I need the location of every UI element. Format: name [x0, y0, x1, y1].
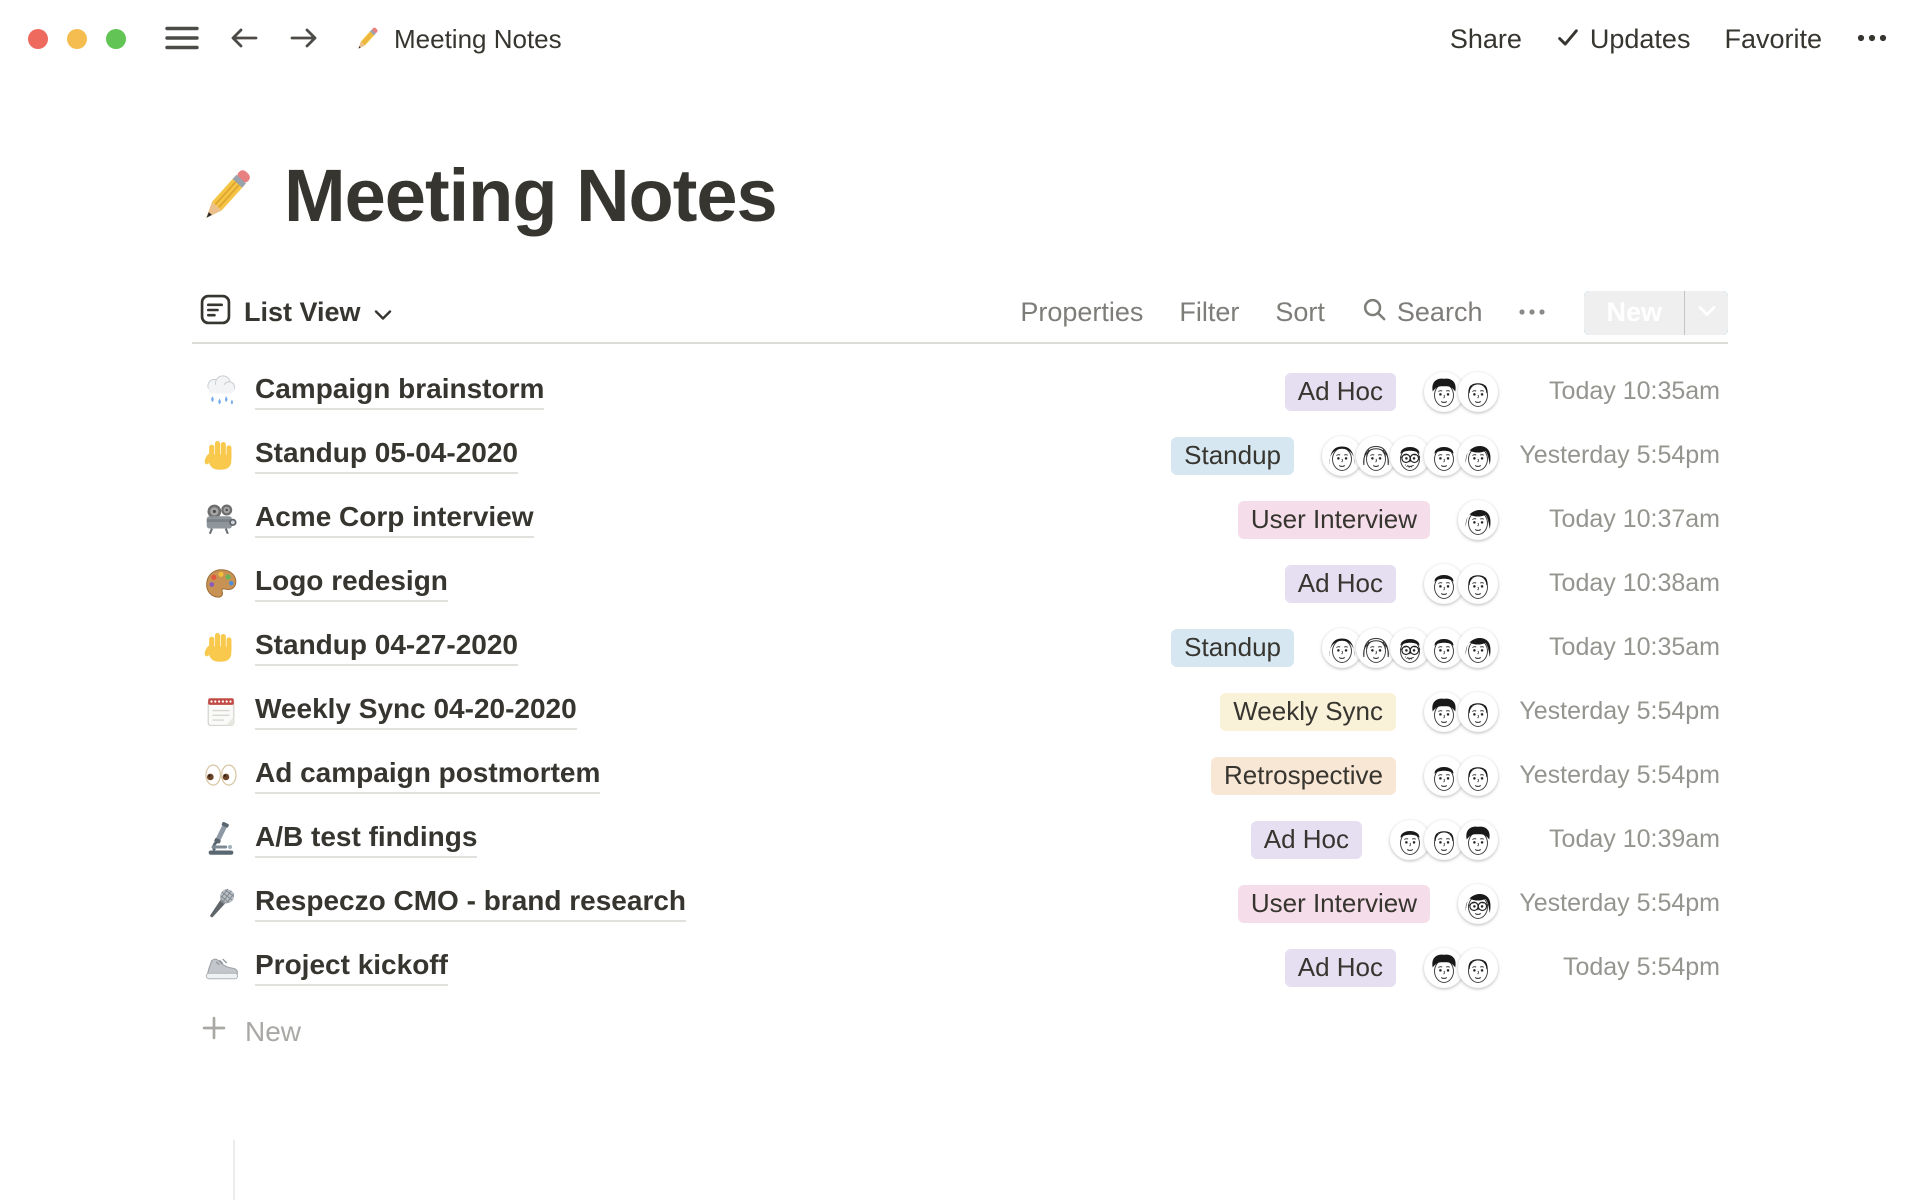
edited-time: Yesterday 5:54pm	[1519, 441, 1720, 470]
chevron-down-icon	[1698, 305, 1716, 320]
topbar-actions	[1450, 0, 1888, 78]
palette-emoji	[202, 565, 240, 603]
close-window-button[interactable]	[28, 29, 48, 49]
list-item-title[interactable]: Logo redesign	[255, 565, 448, 602]
share-label: Share	[1449, 23, 1522, 54]
updates-label: Updates	[1589, 23, 1691, 54]
favorite-button[interactable]	[1724, 24, 1822, 55]
share-button[interactable]	[1450, 24, 1522, 55]
collection-toolbar	[192, 284, 1728, 344]
toolbar-actions	[1020, 291, 1728, 335]
new-button[interactable]	[1584, 291, 1684, 335]
pencil-emoji-icon[interactable]	[192, 162, 260, 236]
arrow-right-icon	[289, 26, 319, 53]
search-label: Search	[1396, 297, 1483, 328]
list-item-title[interactable]: Acme Corp interview	[255, 501, 534, 538]
edited-time: Today 10:39am	[1549, 825, 1720, 854]
toolbar-item-sort[interactable]: Sort	[1275, 297, 1325, 328]
avatar-woman-side-part	[1458, 436, 1498, 476]
list-item[interactable]	[192, 808, 1728, 872]
list-item[interactable]	[192, 680, 1728, 744]
rain-cloud-emoji	[202, 373, 240, 411]
window-topbar	[0, 0, 1920, 78]
avatar-woman-glasses	[1458, 884, 1498, 924]
ellipsis-icon	[1856, 24, 1888, 55]
favorite-label: Favorite	[1724, 23, 1822, 54]
page-content	[0, 156, 1728, 1064]
raised-hand-emoji	[202, 629, 240, 667]
more-options-button[interactable]	[1856, 24, 1888, 55]
new-button-label: New	[1606, 297, 1662, 328]
pencil-emoji-icon	[352, 24, 382, 54]
minimize-window-button[interactable]	[67, 29, 87, 49]
attendee-avatars	[1424, 372, 1498, 412]
edited-time: Today 10:37am	[1549, 505, 1720, 534]
toolbar-item-filter[interactable]: Filter	[1179, 297, 1240, 328]
add-new-page-button[interactable]	[192, 1000, 301, 1064]
hamburger-icon	[165, 25, 199, 54]
list-item-properties	[1285, 372, 1720, 412]
edited-time: Yesterday 5:54pm	[1519, 761, 1720, 790]
type-tag: Standup	[1171, 629, 1294, 667]
page-title-block	[192, 156, 1728, 236]
list-item-properties	[1171, 436, 1720, 476]
list-item-properties	[1285, 564, 1720, 604]
new-button-group	[1584, 291, 1728, 335]
list-item[interactable]	[192, 552, 1728, 616]
type-tag: Ad Hoc	[1285, 565, 1396, 603]
avatar-man-balding	[1458, 756, 1498, 796]
list-item-properties	[1171, 628, 1720, 668]
list-item-title[interactable]: Project kickoff	[255, 949, 448, 986]
type-tag: User Interview	[1238, 501, 1430, 539]
forward-button[interactable]	[289, 26, 319, 53]
list-item-title[interactable]: Respeczo CMO - brand research	[255, 885, 686, 922]
avatar-woman-side-part	[1458, 628, 1498, 668]
view-switcher[interactable]	[192, 294, 400, 332]
avatar-woman-side-part	[1458, 500, 1498, 540]
new-dropdown-button[interactable]	[1684, 291, 1728, 335]
breadcrumb-title: Meeting Notes	[394, 23, 562, 54]
list-item[interactable]	[192, 488, 1728, 552]
attendee-avatars	[1424, 564, 1498, 604]
page-title[interactable]: Meeting Notes	[284, 154, 777, 237]
type-tag: Standup	[1171, 437, 1294, 475]
list-item-title[interactable]: A/B test findings	[255, 821, 477, 858]
list-item-title[interactable]: Campaign brainstorm	[255, 373, 544, 410]
type-tag: User Interview	[1238, 885, 1430, 923]
plus-icon	[200, 1014, 228, 1049]
meeting-notes-list	[192, 360, 1728, 1000]
edited-time: Today 10:38am	[1549, 569, 1720, 598]
list-item[interactable]	[192, 872, 1728, 936]
list-view-icon	[200, 294, 231, 332]
list-item-properties	[1285, 948, 1720, 988]
search-icon	[1361, 296, 1388, 330]
attendee-avatars	[1322, 436, 1498, 476]
type-tag: Retrospective	[1211, 757, 1396, 795]
toolbar-more-button[interactable]	[1518, 297, 1546, 328]
edited-time: Yesterday 5:54pm	[1519, 889, 1720, 918]
edited-time: Today 10:35am	[1549, 633, 1720, 662]
microscope-emoji	[202, 821, 240, 859]
list-item-title[interactable]: Standup 05-04-2020	[255, 437, 518, 474]
view-label: List View	[244, 297, 361, 328]
type-tag: Weekly Sync	[1220, 693, 1396, 731]
avatar-man-balding	[1458, 948, 1498, 988]
toolbar-item-properties[interactable]: Properties	[1020, 297, 1144, 328]
zoom-window-button[interactable]	[106, 29, 126, 49]
attendee-avatars	[1322, 628, 1498, 668]
spiral-notepad-emoji	[202, 693, 240, 731]
eyes-emoji	[202, 757, 240, 795]
type-tag: Ad Hoc	[1285, 373, 1396, 411]
attendee-avatars	[1424, 692, 1498, 732]
list-item[interactable]	[192, 744, 1728, 808]
back-button[interactable]	[229, 26, 259, 53]
list-item-properties	[1251, 820, 1720, 860]
arrow-left-icon	[229, 26, 259, 53]
list-item-properties	[1211, 756, 1720, 796]
attendee-avatars	[1458, 884, 1498, 924]
list-item[interactable]	[192, 616, 1728, 680]
updates-button[interactable]	[1556, 24, 1691, 55]
breadcrumb	[352, 24, 562, 55]
list-item-title[interactable]: Standup 04-27-2020	[255, 629, 518, 666]
attendee-avatars	[1424, 948, 1498, 988]
attendee-avatars	[1458, 500, 1498, 540]
ellipsis-icon	[1518, 297, 1546, 328]
list-item[interactable]	[192, 424, 1728, 488]
running-shoe-emoji	[202, 949, 240, 987]
edited-time: Today 10:35am	[1549, 377, 1720, 406]
avatar-man-balding	[1458, 564, 1498, 604]
list-item-properties	[1220, 692, 1720, 732]
list-item[interactable]	[192, 936, 1728, 1000]
list-item[interactable]	[192, 360, 1728, 424]
avatar-man-balding	[1458, 692, 1498, 732]
add-new-page-label: New	[245, 1015, 302, 1047]
attendee-avatars	[1390, 820, 1498, 860]
page-edge-guide	[233, 1140, 235, 1200]
type-tag: Ad Hoc	[1251, 821, 1362, 859]
edited-time: Today 5:54pm	[1562, 953, 1720, 982]
avatar-man-balding	[1458, 372, 1498, 412]
raised-hand-emoji	[202, 437, 240, 475]
search-button[interactable]	[1361, 296, 1483, 330]
attendee-avatars	[1424, 756, 1498, 796]
list-item-properties	[1238, 500, 1720, 540]
edited-time: Yesterday 5:54pm	[1519, 697, 1720, 726]
chevron-down-icon	[374, 297, 392, 328]
film-projector-emoji	[202, 501, 240, 539]
type-tag: Ad Hoc	[1285, 949, 1396, 987]
traffic-lights	[28, 29, 126, 49]
sidebar-menu-button[interactable]	[165, 25, 199, 54]
list-item-properties	[1238, 884, 1720, 924]
list-item-title[interactable]: Weekly Sync 04-20-2020	[255, 693, 577, 730]
toolbar-menu	[1020, 297, 1325, 328]
check-icon	[1556, 24, 1580, 55]
avatar-man-wavy-hair	[1458, 820, 1498, 860]
microphone-emoji	[202, 885, 240, 923]
list-item-title[interactable]: Ad campaign postmortem	[255, 757, 600, 794]
